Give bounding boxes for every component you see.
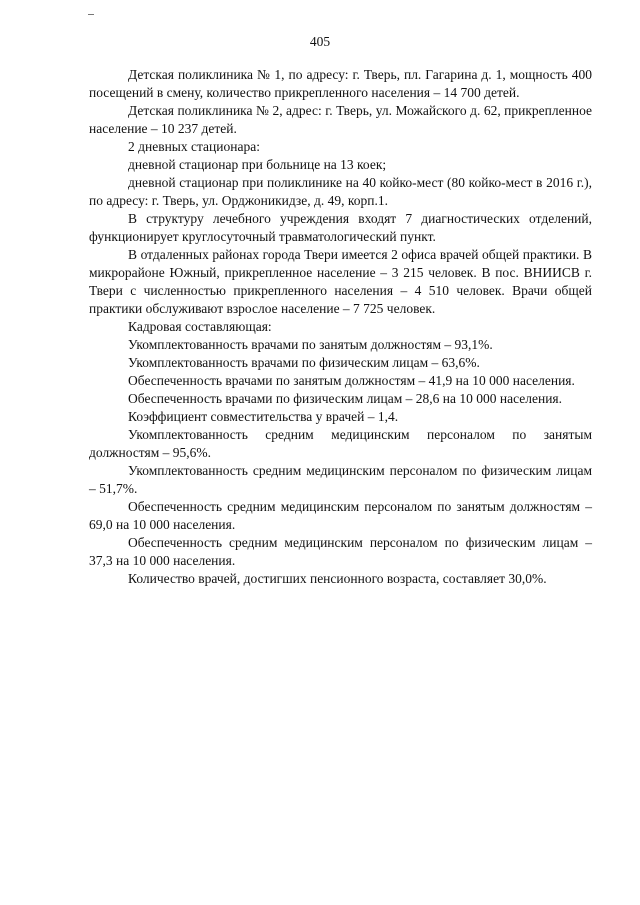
paragraph-children-clinic-1: Детская поликлиника № 1, по адресу: г. Тверь, пл. Гагарина д. 1, мощность 400 посещений в смену, количество прикрепленного населения – 14 700 детей. [89,67,592,100]
paragraph-day-hospitals: 2 дневных стационара: [128,139,260,154]
paragraph-nurses-persons: Укомплектованность средним медицинским персоналом по физическим лицам – 51,7%. [89,463,592,496]
paragraph-doctors-persons: Укомплектованность врачами по физическим лицам – 63,6%. [128,355,480,370]
paragraph-nurses-supply-persons: Обеспеченность средним медицинским персоналом по физическим лицам – 37,3 на 10 000 населения. [89,535,592,568]
paragraph-doctors-supply-persons: Обеспеченность врачами по физическим лицам – 28,6 на 10 000 населения. [128,391,563,406]
paragraph-nurses-supply-positions: Обеспеченность средним медицинским персоналом по занятым должностям – 69,0 на 10 000 населения. [89,499,592,532]
paragraph-day-hospital-clinic: дневной стационар при поликлинике на 40 койко-мест (80 койко-мест в 2016 г.), по адресу: г. Тверь, ул. Орджоникидзе, д. 49, корп.1. [89,175,592,208]
paragraph-combination-ratio: Коэффициент совместительства у врачей – 1,4. [128,409,399,424]
paragraph-staffing-heading: Кадровая составляющая: [128,319,272,334]
paragraph-day-hospital-hospital: дневной стационар при больнице на 13 коек; [128,157,387,172]
paragraph-nurses-positions: Укомплектованность средним медицинским персоналом по занятым должностям – 95,6%. [89,427,592,460]
paragraph-doctors-supply-positions: Обеспеченность врачами по занятым должностям – 41,9 на 10 000 населения. [128,373,575,388]
paragraph-structure: В структуру лечебного учреждения входят 7 диагностических отделений, функционирует круглосуточный травматологический пункт. [89,211,592,244]
paragraph-retirement-age: Количество врачей, достигших пенсионного возраста, составляет 30,0%. [128,571,547,586]
scan-mark [88,14,94,15]
paragraph-gp-offices: В отдаленных районах города Твери имеется 2 офиса врачей общей практики. В микрорайоне Южный, прикрепленное население – 3 215 человек. В пос. ВНИИСВ г. Твери с численностью прикрепленного населения – 4 510 человек. Врачи общей практики обслуживают взрослое население – 7 725 человек. [89,247,592,316]
page-number: 405 [309,34,331,49]
paragraph-doctors-positions: Укомплектованность врачами по занятым должностям – 93,1%. [128,337,493,352]
document-body [89,66,592,588]
paragraph-children-clinic-2: Детская поликлиника № 2, адрес: г. Тверь, ул. Можайского д. 62, прикрепленное население – 10 237 детей. [89,103,592,136]
